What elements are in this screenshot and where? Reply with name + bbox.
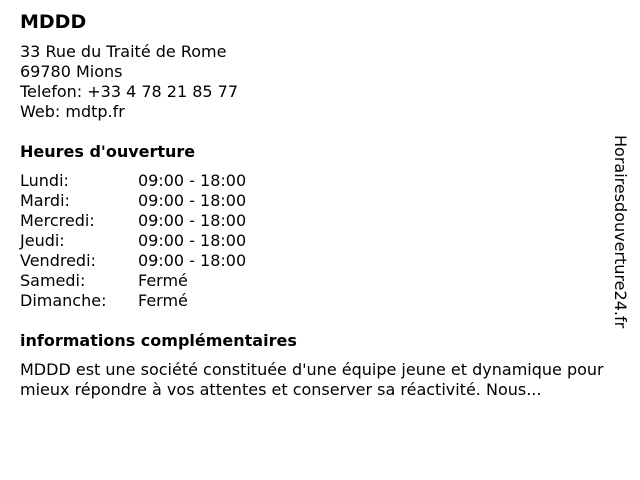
hours-day: Lundi: [20,171,69,190]
business-card [20,10,620,400]
info-title: informations complémentaires [20,331,297,350]
hours-day: Vendredi: [20,251,96,270]
hours-time: 09:00 - 18:00 [138,211,247,230]
hours-table [20,171,620,311]
website: Web: mdtp.fr [20,102,125,121]
hours-time: 09:00 - 18:00 [138,191,247,210]
hours-row [20,251,620,271]
hours-row [20,191,620,211]
hours-day: Mercredi: [20,211,95,230]
hours-day: Samedi: [20,271,86,290]
hours-time: Fermé [138,271,188,290]
business-name: MDDD [20,11,87,33]
hours-row [20,291,620,311]
address-city: 69780 Mions [20,62,123,81]
hours-time: 09:00 - 18:00 [138,231,247,250]
hours-day: Dimanche: [20,291,107,310]
hours-time: 09:00 - 18:00 [138,251,247,270]
hours-title: Heures d'ouverture [20,142,196,161]
hours-day: Jeudi: [20,231,65,250]
hours-day: Mardi: [20,191,70,210]
hours-row [20,211,620,231]
hours-time: 09:00 - 18:00 [138,171,247,190]
hours-row [20,231,620,251]
hours-time: Fermé [138,291,188,310]
site-watermark: Horairesdouverture24.fr [611,135,630,329]
hours-row [20,171,620,191]
info-description: MDDD est une société constituée d'une équipe jeune et dynamique pour mieux répondre à vos attentes et conserver sa réactivité. Nous... [20,360,604,399]
phone-number: Telefon: +33 4 78 21 85 77 [20,82,239,101]
hours-row [20,271,620,291]
address-street: 33 Rue du Traité de Rome [20,42,227,61]
